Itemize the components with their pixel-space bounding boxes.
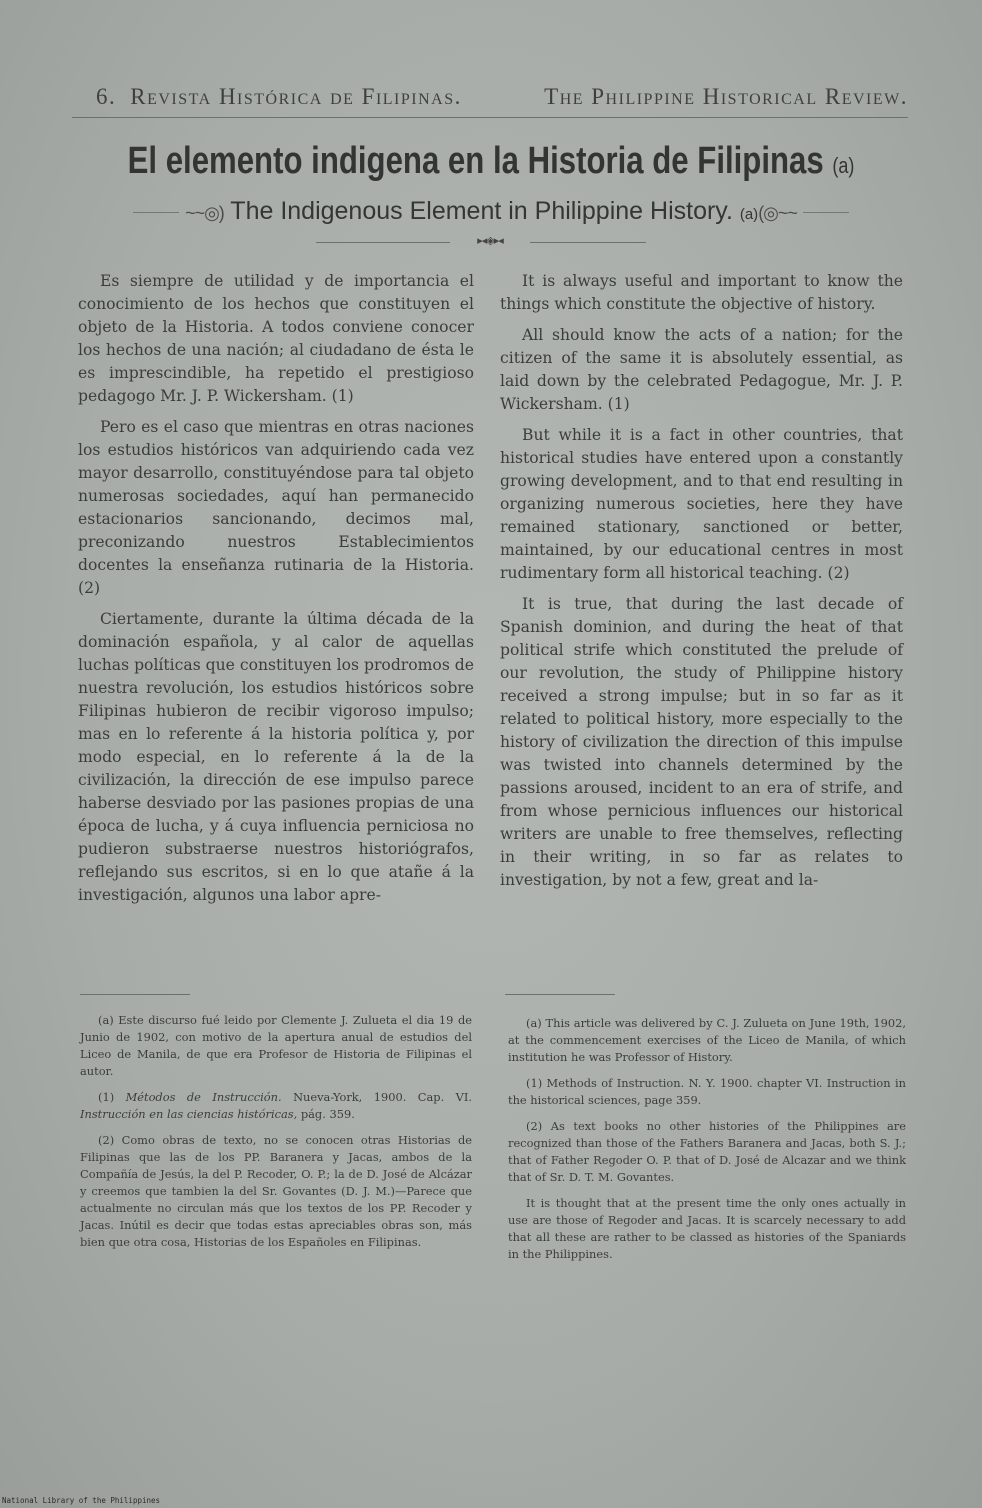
spanish-paragraph: Pero es el caso que mientras en otras naciones los estudios históricos van adquiriendo cada vez mayor desarrollo, constituyéndose para tal objeto numerosas sociedades, aquí han permanecido estacionarios sancionando, decimos mal, preconizando nuestros Establecimientos docentes la enseñanza rutinaria de la Historia. (2): [78, 418, 474, 597]
english-paragraph: It is true, that during the last decade of Spanish dominion, and during the heat of that political strife which constituted the prelude of our revolution, the study of Philippine history received a strong impulse; but in so far as it related to political history, more especially to the history of civilization the direction of this impulse was twisted into channels determined by the passions aroused, incident to an era of strife, and from whose pernicious influences our historical writers are unable to free themselves, reflecting in their writing, in so far as relates to investigation, by not a few, great and la-: [500, 595, 903, 889]
spanish-title-text: El elemento indigena en la Historia de Filipinas: [127, 140, 824, 182]
spanish-column: [78, 270, 474, 915]
spanish-footnote-rule: [80, 994, 190, 995]
english-footnote-1: (1) Methods of Instruction. N. Y. 1900. chapter VI. Instruction in the historical sciences, page 359.: [508, 1076, 906, 1107]
spanish-title-note: (a): [832, 153, 855, 178]
header-rule: [72, 117, 908, 118]
spanish-footnote-1: [80, 1089, 472, 1123]
english-footnote-rule: [505, 994, 615, 995]
english-paragraph: All should know the acts of a nation; for the citizen of the same it is absolutely essential, as laid down by the celebrated Pedagogue, Mr. J. P. Wickersham. (1): [500, 326, 903, 413]
running-head-left-title: Revista Histórica de Filipinas.: [130, 84, 462, 109]
spanish-paragraph: Es siempre de utilidad y de importancia el conocimiento de los hechos que constituyen el objeto de la Historia. A todos conviene conocer los hechos de una nación; al ciudadano de ésta le es imprescindible, ha repetido el prestigioso pedagogo Mr. J. P. Wickersham. (1): [78, 272, 474, 405]
english-title: [0, 197, 982, 226]
spanish-footnote-2: (2) Como obras de texto, no se conocen otras Historias de Filipinas que las de los PP. Baranera y Jacas, ambos de la Compañía de Jesús, la del P. Recoder, O. P.; la de D. José de Alcázar y creemos que tambien la del Sr. Govantes (D. J. M.)—Parece que actualmente no circulan más que los textos de los PP. Recoder y Jacas. Inútil es decir que todas estas apreciables obras son, más bien que otra cosa, Historias de los Españoles en Filipinas.: [80, 1133, 472, 1249]
running-head: [96, 84, 908, 110]
library-credit: National Library of the Philippines: [2, 1496, 161, 1505]
spanish-footnotes: [80, 1012, 472, 1260]
title-right-line: [803, 212, 849, 213]
english-title-text: The Indigenous Element in Philippine History.: [230, 197, 733, 225]
spanish-title: [88, 140, 893, 183]
page-number: 6.: [96, 84, 117, 109]
english-title-note: (a): [739, 206, 759, 223]
english-footnotes: [508, 1015, 906, 1272]
english-paragraph: But while it is a fact in other countries, that historical studies have entered upon a constantly growing development, and to that end resulting in organizing numerous societies, here they have remained stationary, sanctioned or better, maintained, by our educational centres in most rudimentary form all historical teaching. (2): [500, 426, 903, 582]
footnote-marker: (1): [98, 1090, 126, 1104]
left-flourish-ornament: ~~◎): [185, 203, 224, 223]
english-footnote-continuation: It is thought that at the present time the only ones actually in use are those of Regoder and Jacas. It is scarcely necessary to add that all these are rather to be classed as histories of the Spaniards in the Philippines.: [508, 1196, 906, 1261]
title-left-line: [133, 212, 179, 213]
divider-ornament: ▸◂◈▸◂: [450, 234, 530, 247]
running-head-left: [96, 84, 462, 110]
english-footnote-2: (2) As text books no other histories of the Philippines are recognized than those of the Fathers Baranera and Jacas, both S. J.; that of Father Regoder O. P. that of D. José de Alcazar and we think that of Sr. D. T. M. Govantes.: [508, 1119, 906, 1184]
english-paragraph: It is always useful and important to know the things which constitute the objective of history.: [500, 272, 903, 313]
english-footnote-a: (a) This article was delivered by C. J. Zulueta on June 19th, 1902, at the commencement exercises of the Liceo de Manila, of which institution he was Professor of History.: [508, 1016, 906, 1064]
running-head-right-title: The Philippine Historical Review.: [544, 84, 908, 109]
spanish-paragraph: Ciertamente, durante la última década de la dominación española, y al calor de aquellas luchas políticas que constituyen los prodromos de nuestra revolución, los estudios históricos sobre Filipinas hubieron de recibir vigoroso impulso; mas en lo referente á la historia política y, por modo especial, en lo referente á la de la civilización, la dirección de ese impulso parece haberse desviado por las pasiones propias de una época de lucha, y á cuya influencia perniciosa no pudieron substraerse nuestros historiógrafos, reflejando sus escritos, si en lo que atañe á la investigación, algunos una labor apre-: [78, 610, 474, 904]
footnote-italic-title: Métodos de Instrucción.: [125, 1090, 282, 1104]
spanish-footnote-a: (a) Este discurso fué leido por Clemente J. Zulueta el dia 19 de Junio de 1902, con motivo de la apertura anual de estudios del Liceo de Manila, de que era Profesor de Historia de Filipinas el autor.: [80, 1013, 472, 1078]
english-column: [500, 270, 903, 900]
footnote-page: pág. 359.: [297, 1107, 355, 1121]
right-flourish-ornament: (◎~~: [758, 203, 797, 223]
footnote-italic-chapter: Instrucción en las ciencias históricas,: [80, 1107, 298, 1121]
footnote-text: Nueva-York, 1900. Cap. VI.: [281, 1090, 473, 1104]
